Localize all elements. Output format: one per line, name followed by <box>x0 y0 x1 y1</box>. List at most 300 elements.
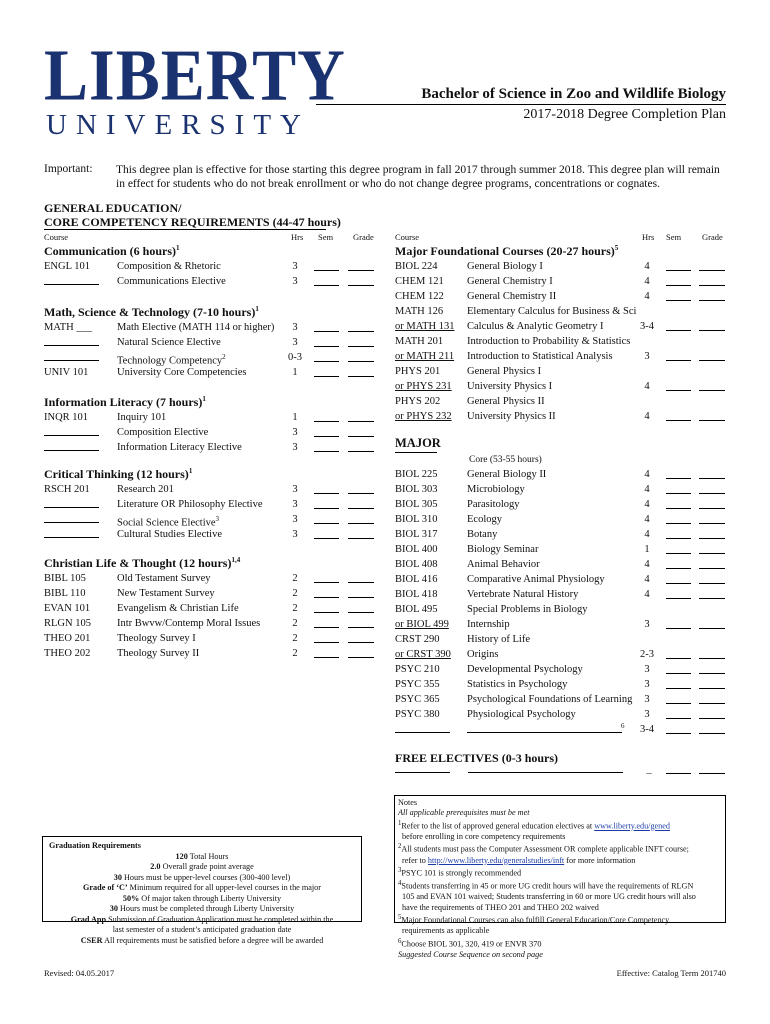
grade-blank <box>699 379 725 391</box>
course-title: Internship <box>467 619 510 630</box>
course-code: PSYC 380 <box>395 709 440 720</box>
sem-blank <box>666 587 691 599</box>
sem-blank <box>666 482 691 494</box>
course-title: Evangelism & Christian Life <box>117 603 239 614</box>
grad-line: Grad App Submission of Graduation Application must be completed within the <box>70 914 334 924</box>
grade-blank <box>348 631 374 643</box>
course-code: PSYC 210 <box>395 664 440 675</box>
course-title: General Chemistry I <box>467 276 553 287</box>
table-row <box>395 409 727 424</box>
grad-line: Grade of ‘C’ Minimum required for all upper-level courses in the major <box>83 883 321 892</box>
table-row <box>395 647 727 662</box>
grad-line: CSER All requirements must be satisfied before a degree will be awarded <box>80 935 324 945</box>
logo-university: UNIVERSITY <box>46 109 310 141</box>
course-hrs: 4 <box>644 559 650 570</box>
course-title: Literature OR Philosophy Elective <box>117 499 263 510</box>
course-hrs: 2 <box>292 633 298 644</box>
grad-line: 50% Of major taken through Liberty University <box>122 893 282 903</box>
grade-blank <box>699 692 725 704</box>
course-title: Old Testament Survey <box>117 573 211 584</box>
sem-blank <box>666 379 691 391</box>
course-title: Information Literacy Elective <box>117 442 242 453</box>
course-hrs: 3 <box>644 679 650 690</box>
table-row <box>395 677 727 692</box>
table-row <box>395 394 727 409</box>
course-title: Special Problems in Biology <box>467 604 588 615</box>
sem-blank <box>666 274 691 286</box>
grade-blank <box>348 527 374 539</box>
grade-blank <box>699 274 725 286</box>
free-code-line <box>395 762 450 773</box>
table-row <box>44 320 378 335</box>
table-row <box>44 512 378 527</box>
grade-blank <box>348 571 374 583</box>
course-code: PHYS 202 <box>395 396 441 407</box>
free-sem-blank <box>666 762 691 774</box>
sem-blank <box>666 259 691 271</box>
important-text: This degree plan is effective for those starting this degree program in fall 2017 through summer 2018. This degree plan will remain in effect for students who do not break enrollment or who do not change degree programs, concentrations or cognates. <box>116 164 720 190</box>
course-title: Composition & Rhetoric <box>117 261 221 272</box>
right-col-grade: Grade <box>702 232 723 242</box>
grade-blank <box>348 410 374 422</box>
course-code: MATH 126 <box>395 306 444 317</box>
grade-blank <box>699 497 725 509</box>
notes-intro: All applicable prerequisites must be met <box>398 808 530 818</box>
course-title: Botany <box>467 529 498 540</box>
grade-blank <box>348 320 374 332</box>
course-hrs: 3 <box>292 514 298 525</box>
grade-blank <box>348 365 374 377</box>
course-title: Theology Survey I <box>117 633 196 644</box>
table-row <box>395 334 727 349</box>
course-title: Statistics in Psychology <box>467 679 568 690</box>
table-row <box>395 692 727 707</box>
sem-blank <box>666 512 691 524</box>
course-title: University Physics II <box>467 411 556 422</box>
grade-blank <box>348 646 374 658</box>
grade-blank <box>699 512 725 524</box>
grade-blank <box>699 409 725 421</box>
course-code: THEO 201 <box>44 633 91 644</box>
inft-link[interactable]: http://www.liberty.edu/generalstudies/inft <box>427 855 565 865</box>
course-hrs: 3 <box>292 276 298 287</box>
table-row <box>395 497 727 512</box>
sem-blank <box>666 722 691 734</box>
sem-blank <box>666 707 691 719</box>
course-title: Composition Elective <box>117 427 209 438</box>
note-2b: refer to http://www.liberty.edu/generalstudies/inft for more information <box>402 855 636 865</box>
table-row <box>44 482 378 497</box>
course-hrs: 3 <box>644 709 650 720</box>
course-code: BIOL 418 <box>395 589 438 600</box>
gen-ed-heading-2: CORE COMPETENCY REQUIREMENTS (44-47 hours) <box>44 215 341 229</box>
table-row <box>395 617 727 632</box>
grade-blank <box>348 350 374 362</box>
course-hrs: 4 <box>644 514 650 525</box>
footer-revised: Revised: 04.05.2017 <box>44 968 115 978</box>
grad-title: Graduation Requirements <box>49 841 141 850</box>
course-hrs: 2 <box>292 648 298 659</box>
course-title: University Core Competencies <box>117 367 247 378</box>
note-5b: requirements as applicable <box>402 926 490 936</box>
course-hrs: 3 <box>292 484 298 495</box>
course-code: PHYS 201 <box>395 366 441 377</box>
table-row <box>395 557 727 572</box>
grad-line: 30 Hours must be upper-level courses (300-400 level) <box>113 872 291 882</box>
notes-title: Notes <box>398 798 418 807</box>
table-row <box>44 259 378 274</box>
course-title: Ecology <box>467 514 502 525</box>
grad-lines <box>49 852 355 947</box>
course-code: CRST 290 <box>395 634 440 645</box>
grade-blank <box>699 542 725 554</box>
gened-link[interactable]: www.liberty.edu/gened <box>594 821 671 831</box>
notes-sequence: Suggested Course Sequence on second page <box>398 949 543 959</box>
table-row <box>395 602 727 617</box>
table-row <box>395 632 727 647</box>
course-title: Communications Elective <box>117 276 226 287</box>
note-4: $^4$Students transferring in 45 or more UG credit hours will have the requirements of RLGN <box>398 880 694 891</box>
grade-blank <box>699 467 725 479</box>
course-title: Math Elective (MATH 114 or higher) <box>117 322 275 333</box>
major-title: MAJOR <box>395 436 441 450</box>
course-title: General Biology I <box>467 261 543 272</box>
note-2: $^2$All students must pass the Computer Assessment OR complete applicable INFT course; <box>398 843 689 855</box>
course-code: BIOL 317 <box>395 529 438 540</box>
course-hrs: 4 <box>644 499 650 510</box>
course-title: Intr Bwvw/Contemp Moral Issues <box>117 618 261 629</box>
course-title: Microbiology <box>467 484 525 495</box>
grad-line: 30 Hours must be completed through Liberty University <box>109 904 295 913</box>
course-hrs: 3 <box>292 427 298 438</box>
gen-ed-heading-1: GENERAL EDUCATION/ <box>44 201 182 215</box>
grade-blank <box>699 289 725 301</box>
course-code: or BIOL 499 <box>395 619 449 630</box>
grade-blank <box>348 482 374 494</box>
right-col-course: Course <box>395 232 420 242</box>
table-row <box>44 365 378 380</box>
note-6: $^6$Choose BIOL 301, 320, 419 or ENVR 370 <box>398 937 542 949</box>
sem-blank <box>314 497 339 509</box>
course-code: PSYC 365 <box>395 694 440 705</box>
sem-blank <box>314 616 339 628</box>
free-title-line <box>468 762 623 773</box>
course-title: Comparative Animal Physiology <box>467 574 605 585</box>
grade-blank <box>699 349 725 361</box>
sem-blank <box>314 274 339 286</box>
course-title: Parasitology <box>467 499 520 510</box>
course-code: BIOL 310 <box>395 514 438 525</box>
table-row <box>44 571 378 586</box>
course-code-line <box>395 722 450 733</box>
grade-blank <box>348 616 374 628</box>
course-title: Calculus & Analytic Geometry I <box>467 321 604 332</box>
course-title: Research 201 <box>117 484 174 495</box>
course-hrs: 2 <box>292 618 298 629</box>
course-hrs: 1 <box>292 412 298 423</box>
sem-blank <box>666 617 691 629</box>
logo-liberty: LIBERTY <box>44 35 346 116</box>
free-electives-title: FREE ELECTIVES (0-3 hours) <box>395 751 559 765</box>
table-row <box>395 482 727 497</box>
sem-blank <box>314 527 339 539</box>
course-title: Developmental Psychology <box>467 664 583 675</box>
course-title: Natural Science Elective <box>117 337 221 348</box>
course-code: BIBL 105 <box>44 573 86 584</box>
sem-blank <box>314 335 339 347</box>
course-code: EVAN 101 <box>44 603 91 614</box>
course-code: UNIV 101 <box>44 367 89 378</box>
table-row <box>44 527 378 542</box>
table-row <box>395 572 727 587</box>
right-col-hrs: Hrs <box>642 232 655 242</box>
page-title: Bachelor of Science in Zoo and Wildlife Biology <box>421 86 726 102</box>
sem-blank <box>666 289 691 301</box>
course-hrs: 4 <box>644 291 650 302</box>
course-hrs: 4 <box>644 276 650 287</box>
table-row <box>44 440 378 455</box>
sem-blank <box>314 425 339 437</box>
course-hrs: 1 <box>292 367 298 378</box>
foundation-title: Major Foundational Courses (20-27 hours)$^5$ <box>395 244 619 258</box>
graduation-requirements-box <box>42 836 362 945</box>
grade-blank <box>348 497 374 509</box>
table-row <box>395 542 727 557</box>
course-title: General Biology II <box>467 469 547 480</box>
course-code: BIOL 408 <box>395 559 438 570</box>
major-rule <box>395 452 437 453</box>
course-hrs: 0-3 <box>288 352 302 363</box>
course-code: BIOL 224 <box>395 261 438 272</box>
course-hrs: 3 <box>644 619 650 630</box>
course-hrs: 4 <box>644 484 650 495</box>
course-hrs: 4 <box>644 589 650 600</box>
section-title: Communication (6 hours)$^1$ <box>44 244 180 258</box>
course-code: BIOL 495 <box>395 604 438 615</box>
table-row <box>395 364 727 379</box>
important-label: Important: <box>44 163 93 175</box>
course-title: Psychological Foundations of Learning <box>467 694 633 705</box>
course-code: MATH 201 <box>395 336 444 347</box>
course-code: CHEM 121 <box>395 276 444 287</box>
course-title: Vertebrate Natural History <box>467 589 579 600</box>
grade-blank <box>348 335 374 347</box>
course-title: Biology Seminar <box>467 544 539 555</box>
grade-blank <box>348 425 374 437</box>
grade-blank <box>699 677 725 689</box>
course-title: Technology Competency$^2$ <box>117 353 226 367</box>
right-col-sem: Sem <box>666 232 682 242</box>
course-code: BIOL 305 <box>395 499 438 510</box>
sem-blank <box>314 631 339 643</box>
table-row <box>395 259 727 274</box>
course-title: Origins <box>467 649 499 660</box>
sem-blank <box>314 350 339 362</box>
notes-box <box>394 795 726 959</box>
grade-blank <box>699 647 725 659</box>
grade-blank <box>348 259 374 271</box>
course-hrs: 2-3 <box>640 649 654 660</box>
course-code: BIOL 303 <box>395 484 438 495</box>
sem-blank <box>314 646 339 658</box>
grade-blank <box>699 662 725 674</box>
grade-blank <box>699 572 725 584</box>
table-row <box>44 601 378 616</box>
table-row <box>395 587 727 602</box>
course-title: Cultural Studies Elective <box>117 529 222 540</box>
table-row <box>44 646 378 661</box>
sem-blank <box>314 259 339 271</box>
course-hrs: 2 <box>292 573 298 584</box>
course-code: MATH ___ <box>44 322 93 333</box>
course-title: Social Science Elective$^3$ <box>117 515 220 529</box>
grade-blank <box>699 557 725 569</box>
course-hrs: 4 <box>644 261 650 272</box>
course-hrs: 3 <box>644 351 650 362</box>
course-hrs: 3 <box>292 529 298 540</box>
grad-line: 2.0 Overall grade point average <box>150 862 254 871</box>
course-code: THEO 202 <box>44 648 91 659</box>
grade-blank <box>699 319 725 331</box>
section-title: Christian Life & Thought (12 hours)$^{1,4}$ <box>44 556 241 570</box>
course-hrs: 2 <box>292 588 298 599</box>
course-hrs: 4 <box>644 469 650 480</box>
free-grade-blank <box>699 762 725 774</box>
grad-line: 120 Total Hours <box>175 851 229 861</box>
sem-blank <box>666 557 691 569</box>
section-title: Math, Science & Technology (7-10 hours)$^1$ <box>44 305 259 319</box>
note-1: $^1$Refer to the list of approved general education electives at www.liberty.edu/gened <box>398 819 671 831</box>
grade-blank <box>348 586 374 598</box>
table-row <box>44 616 378 631</box>
course-code-line <box>44 512 99 523</box>
course-hrs: 4 <box>644 411 650 422</box>
sem-blank <box>666 662 691 674</box>
note-1b: before enrolling in core competency requirements <box>402 831 566 841</box>
free-electives-row <box>395 762 725 777</box>
table-row <box>395 662 727 677</box>
grade-blank <box>348 440 374 452</box>
table-row <box>44 410 378 425</box>
course-hrs: 3 <box>292 442 298 453</box>
course-code: CHEM 122 <box>395 291 444 302</box>
table-row <box>395 379 727 394</box>
course-title-line <box>467 722 622 733</box>
sem-blank <box>666 677 691 689</box>
left-col-sem: Sem <box>318 232 334 242</box>
page-subtitle: 2017-2018 Degree Completion Plan <box>523 107 726 122</box>
grade-blank <box>699 259 725 271</box>
course-code-line <box>44 350 99 361</box>
note-3: $^3$PSYC 101 is strongly recommended <box>398 866 522 878</box>
left-col-course: Course <box>44 232 69 242</box>
header-rule <box>316 104 726 105</box>
sem-blank <box>314 410 339 422</box>
footer-effective: Effective: Catalog Term 201740 <box>616 968 726 978</box>
grade-blank <box>699 617 725 629</box>
table-row <box>395 512 727 527</box>
table-row <box>395 349 727 364</box>
course-title: Elementary Calculus for Business & Sci <box>467 306 637 317</box>
sem-blank <box>666 349 691 361</box>
course-title: University Physics I <box>467 381 553 392</box>
course-hrs: 4 <box>644 381 650 392</box>
note-5: $^5$Major Foundational Courses can also fulfill General Education/Core Competency <box>398 914 670 925</box>
course-code: or CRST 390 <box>395 649 451 660</box>
course-hrs: 3-4 <box>640 724 654 735</box>
course-title: New Testament Survey <box>117 588 215 599</box>
sem-blank <box>666 527 691 539</box>
section-title: Information Literacy (7 hours)$^1$ <box>44 395 206 409</box>
course-hrs: 3 <box>292 322 298 333</box>
note-4c: have the requirements of THEO 201 and THEO 202 waived <box>402 902 599 912</box>
course-code: or MATH 131 <box>395 321 455 332</box>
course-code-line <box>44 274 99 285</box>
course-hrs: 2 <box>292 603 298 614</box>
course-title: Introduction to Probability & Statistics <box>467 336 631 347</box>
course-hrs: 3 <box>292 337 298 348</box>
sem-blank <box>314 440 339 452</box>
core-label: Core (53-55 hours) <box>469 455 542 465</box>
sem-blank <box>666 497 691 509</box>
course-title: Animal Behavior <box>467 559 540 570</box>
course-hrs: 4 <box>644 574 650 585</box>
table-row <box>44 350 378 365</box>
course-hrs: 3 <box>292 499 298 510</box>
sem-blank <box>314 512 339 524</box>
course-title: Introduction to Statistical Analysis <box>467 351 613 362</box>
sem-blank <box>314 365 339 377</box>
course-title: General Physics II <box>467 396 545 407</box>
left-col-grade: Grade <box>353 232 374 242</box>
sem-blank <box>666 319 691 331</box>
table-row <box>44 631 378 646</box>
sem-blank <box>314 586 339 598</box>
course-title: General Physics I <box>467 366 542 377</box>
sem-blank <box>314 601 339 613</box>
table-row <box>44 274 378 289</box>
course-code: PSYC 355 <box>395 679 440 690</box>
course-code: BIBL 110 <box>44 588 86 599</box>
course-code: or MATH 211 <box>395 351 455 362</box>
course-code-line <box>44 527 99 538</box>
course-code: RSCH 201 <box>44 484 90 495</box>
grade-blank <box>699 482 725 494</box>
course-code: ENGL 101 <box>44 261 90 272</box>
table-row <box>395 289 727 304</box>
table-row <box>395 527 727 542</box>
note-4b: 105 and EVAN 101 waived; Students transferring in 60 or more UG credit hours will also <box>402 892 696 902</box>
course-hrs: 3 <box>644 664 650 675</box>
sem-blank <box>666 467 691 479</box>
table-row <box>395 707 727 722</box>
course-hrs: 4 <box>644 529 650 540</box>
course-title: Physiological Psychology <box>467 709 576 720</box>
course-code: BIOL 400 <box>395 544 438 555</box>
table-row <box>44 586 378 601</box>
course-hrs: 3-4 <box>640 321 654 332</box>
grade-blank <box>699 707 725 719</box>
sem-blank <box>666 647 691 659</box>
course-title: Inquiry 101 <box>117 412 167 423</box>
sem-blank <box>666 542 691 554</box>
gen-ed-rule <box>44 229 326 230</box>
grade-blank <box>348 274 374 286</box>
left-col-hrs: Hrs <box>291 232 304 242</box>
course-hrs: 1 <box>644 544 650 555</box>
grade-blank <box>699 587 725 599</box>
section-title: Critical Thinking (12 hours)$^1$ <box>44 467 193 481</box>
